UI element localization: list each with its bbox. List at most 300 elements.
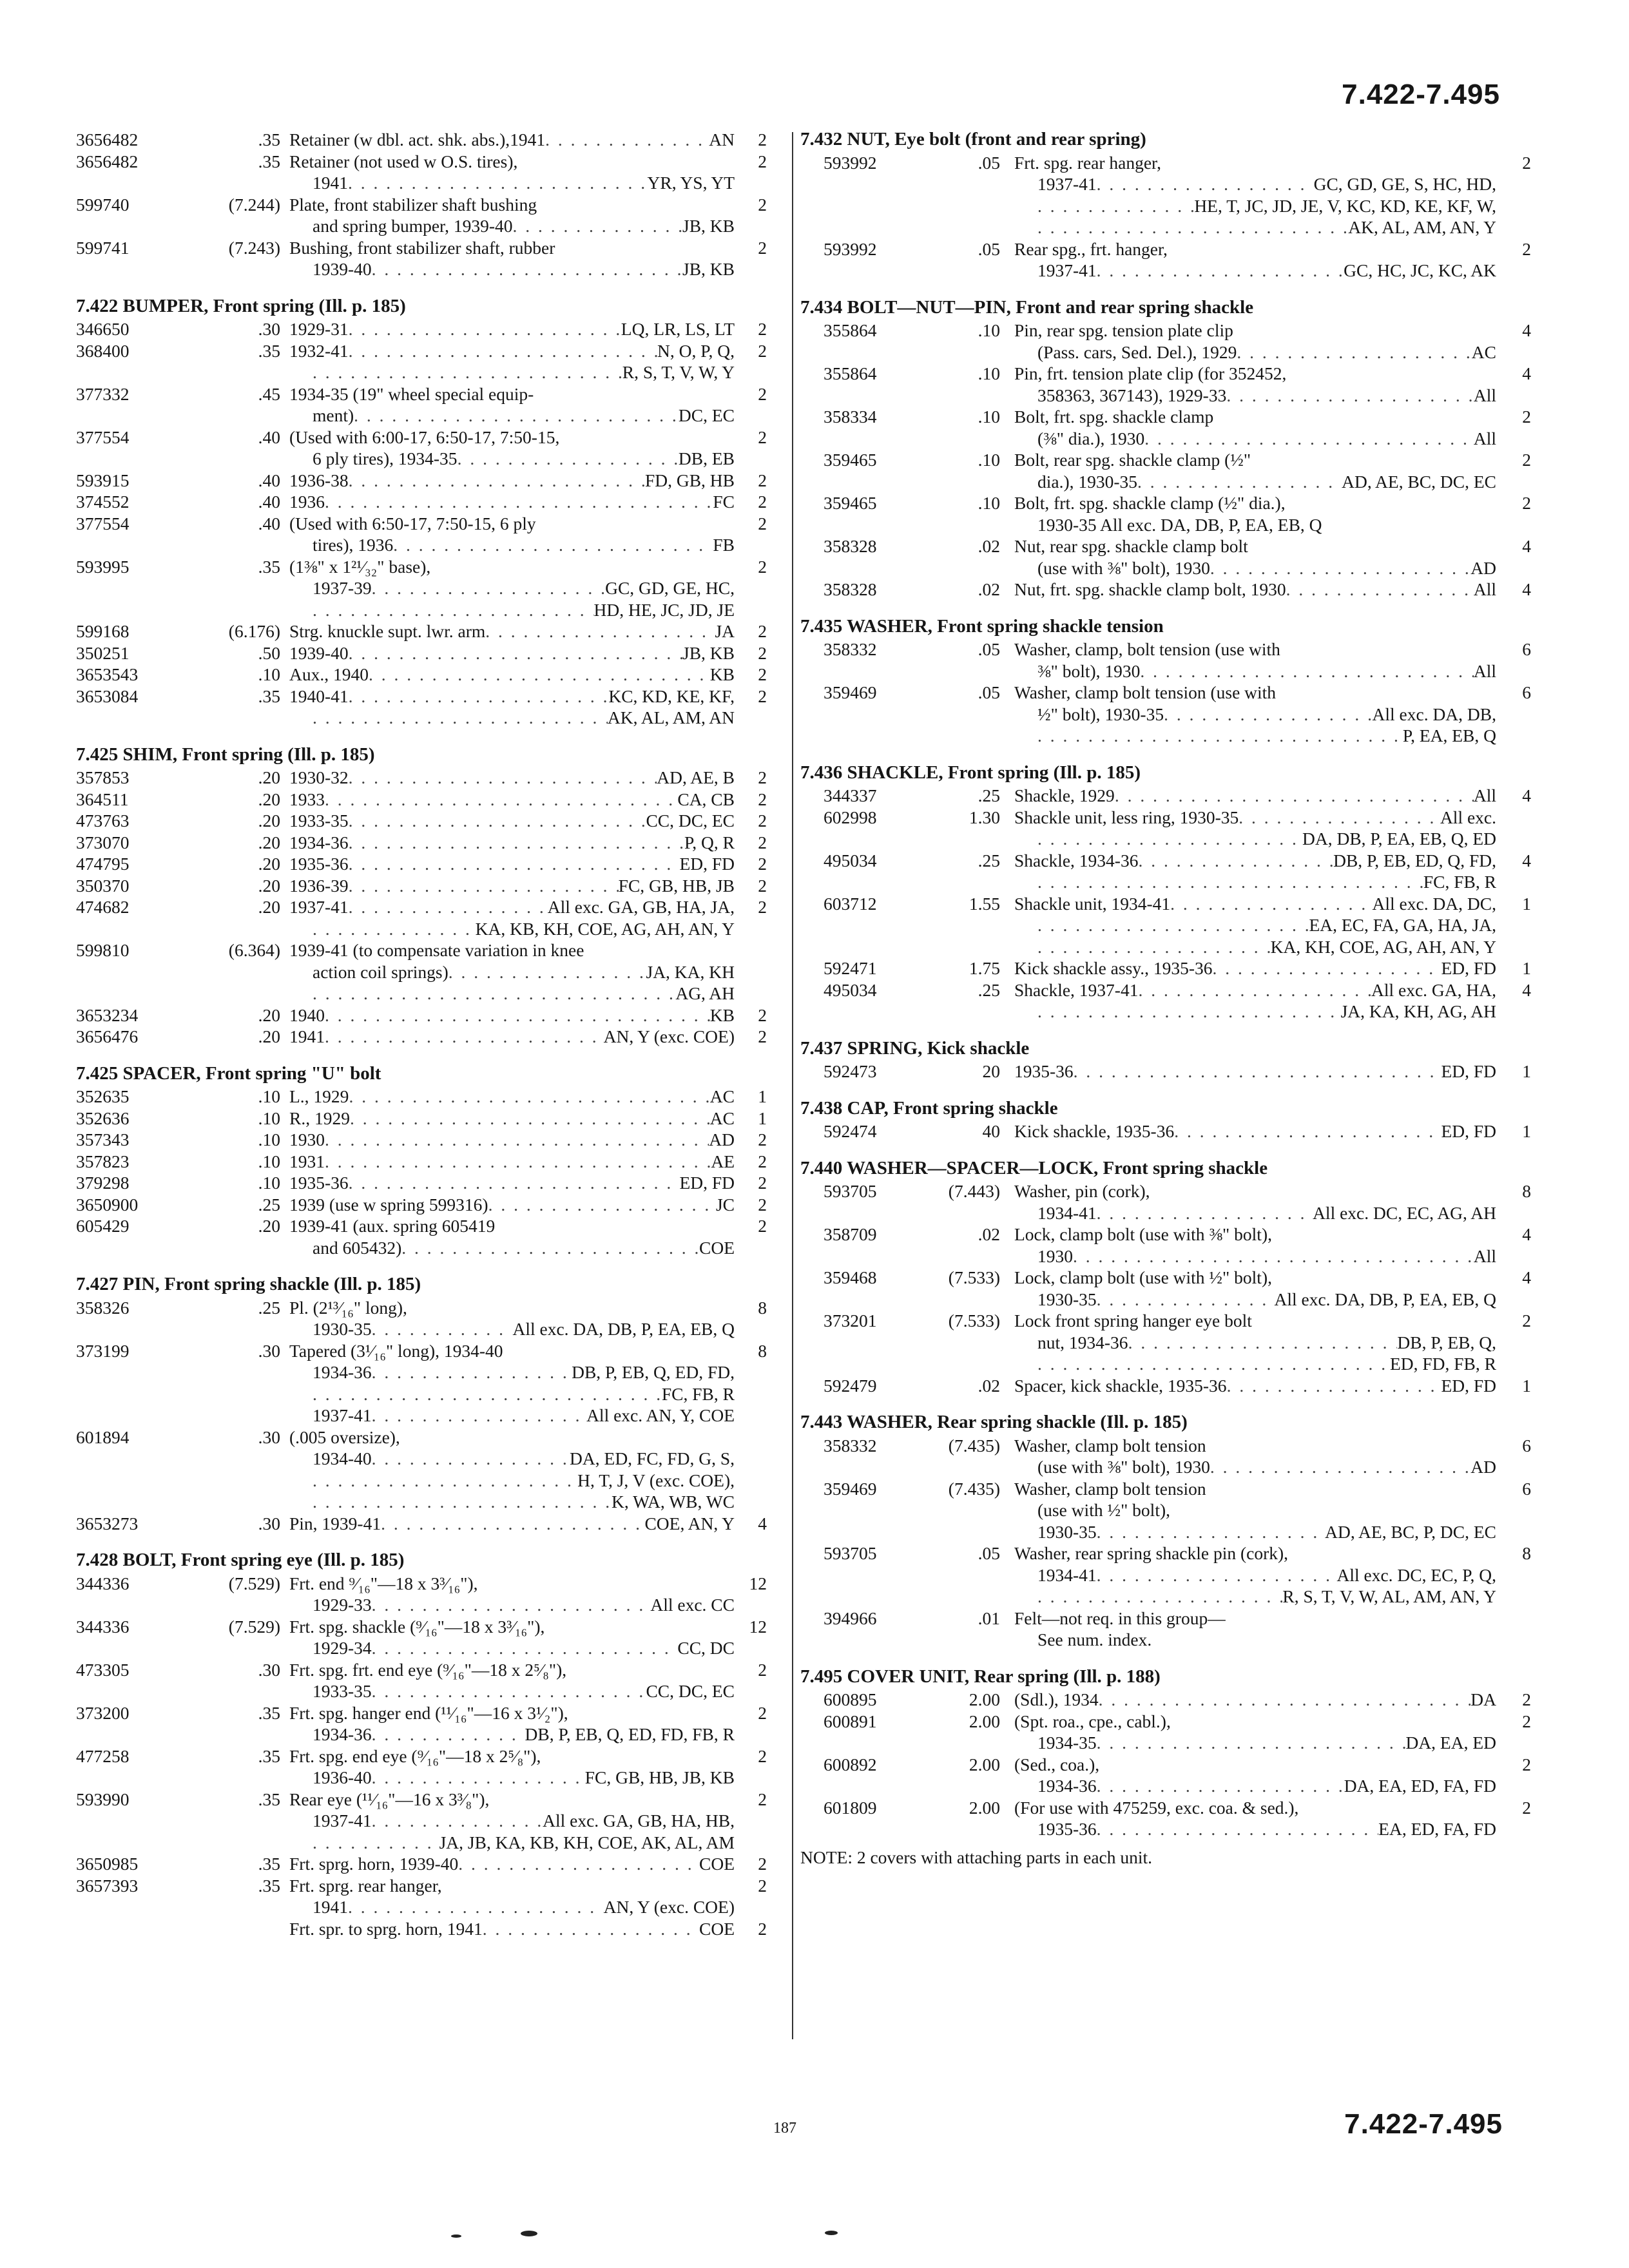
part-number: 605429 — [76, 1216, 130, 1236]
description-line — [1014, 660, 1496, 682]
dot-leader — [372, 1637, 678, 1659]
part-price: (7.533) — [948, 1311, 1000, 1331]
part-description — [289, 1427, 735, 1513]
description-line — [289, 1172, 735, 1194]
model-codes: DA, EA, ED, FA, FD — [1344, 1776, 1496, 1796]
description-line — [289, 939, 735, 961]
description-line — [289, 448, 735, 470]
description-text: 1930-35 — [1037, 1289, 1097, 1309]
dot-leader — [313, 599, 594, 621]
part-price: .30 — [258, 319, 280, 339]
quantity: 4 — [1522, 363, 1531, 383]
part-description — [289, 1297, 735, 1340]
model-codes: FC — [713, 492, 735, 512]
quantity: 2 — [758, 513, 767, 533]
part-description — [289, 129, 735, 151]
part-description — [289, 642, 735, 664]
part-number: 373070 — [76, 832, 130, 852]
description-text: tires), 1936 — [313, 535, 394, 555]
description-line — [289, 258, 735, 280]
part-number: 368400 — [76, 340, 130, 361]
section-title: 7.428 BOLT, Front spring eye (Ill. p. 185) — [76, 1550, 405, 1570]
part-description — [1014, 1435, 1496, 1478]
part-number: 599810 — [76, 940, 130, 960]
section-title: 7.432 NUT, Eye bolt (front and rear spring) — [800, 129, 1146, 149]
description-line — [1014, 1310, 1496, 1332]
part-price: .25 — [978, 979, 1000, 1000]
model-codes: COE — [699, 1237, 735, 1258]
part-description — [289, 1194, 735, 1216]
part-price: .02 — [978, 1375, 1000, 1396]
part-price: 2.00 — [969, 1689, 1000, 1709]
quantity: 2 — [758, 854, 767, 874]
quantity: 4 — [1522, 850, 1531, 870]
model-codes: All — [1473, 1245, 1496, 1266]
description-line — [289, 1361, 735, 1383]
quantity: 2 — [758, 1918, 767, 1939]
description-text: 1939-41 (aux. spring 605419 — [289, 1216, 496, 1236]
model-codes: CC, DC, EC — [646, 1681, 735, 1701]
part-number: 3653234 — [76, 1004, 139, 1025]
part-row — [76, 1875, 767, 1918]
part-description — [1014, 1267, 1496, 1310]
part-price: .35 — [258, 556, 280, 577]
dot-leader — [381, 1513, 644, 1535]
model-codes: FC, GB, HB, JB, KB — [584, 1767, 735, 1787]
model-codes: GC, GD, GE, HC, — [605, 578, 735, 598]
part-description — [289, 1745, 735, 1789]
description-text: Shackle unit, 1934-41 — [1014, 893, 1171, 914]
dot-leader — [1037, 1001, 1341, 1023]
description-line — [289, 1448, 735, 1470]
part-price: (7.533) — [948, 1267, 1000, 1287]
quantity: 2 — [758, 686, 767, 706]
part-description — [289, 318, 735, 340]
part-price: .30 — [258, 1340, 280, 1361]
part-number: 3653084 — [76, 686, 139, 706]
description-line — [1014, 535, 1496, 557]
description-text: (Sdl.), 1934 — [1014, 1689, 1099, 1709]
part-description — [289, 896, 735, 939]
description-text: Shackle, 1929 — [1014, 785, 1115, 805]
model-codes: KB — [709, 664, 735, 684]
dot-leader — [372, 1724, 525, 1745]
model-codes: COE — [699, 1918, 735, 1939]
quantity: 4 — [1522, 320, 1531, 340]
part-number: 3650985 — [76, 1854, 139, 1874]
part-price: .02 — [978, 1224, 1000, 1244]
model-codes: CA, CB — [677, 789, 735, 809]
quantity: 6 — [1522, 1478, 1531, 1499]
dot-leader — [1128, 1332, 1398, 1354]
part-price: .35 — [258, 1789, 280, 1809]
part-description — [289, 383, 735, 427]
dot-leader — [1138, 850, 1333, 872]
part-number: 3653543 — [76, 664, 139, 684]
description-text: 1933-35 — [313, 1681, 372, 1701]
quantity: 12 — [749, 1616, 767, 1637]
model-codes: KB — [709, 1004, 735, 1025]
description-line — [289, 491, 735, 513]
description-line — [289, 1237, 735, 1259]
part-row — [76, 1129, 767, 1151]
description-text: (Used with 6:00-17, 6:50-17, 7:50-15, — [289, 427, 560, 447]
dot-leader — [1037, 914, 1309, 936]
description-line — [1014, 1689, 1496, 1711]
description-text: 1939 (use w spring 599316) — [289, 1194, 488, 1215]
dot-leader — [1037, 936, 1271, 958]
part-price: .35 — [258, 686, 280, 706]
model-codes: All — [1473, 660, 1496, 681]
description-line — [1014, 1289, 1496, 1311]
part-price: .50 — [258, 642, 280, 663]
model-codes: FC, FB, R — [661, 1383, 735, 1404]
dot-leader — [349, 767, 657, 789]
part-description — [1014, 406, 1496, 449]
part-row — [76, 686, 767, 729]
part-row — [800, 807, 1531, 850]
part-row — [800, 535, 1531, 579]
description-text: Lock, clamp bolt (use with ½" bolt), — [1014, 1267, 1272, 1287]
description-text: 6 ply tires), 1934-35 — [313, 448, 458, 468]
description-line — [289, 1086, 735, 1108]
description-text: 1929-34 — [313, 1638, 372, 1658]
model-codes: K, WA, WB, WC — [612, 1492, 735, 1512]
part-number: 601809 — [824, 1797, 877, 1818]
description-line — [1014, 152, 1496, 174]
description-text: 1941 — [313, 1897, 348, 1917]
section-title: 7.438 CAP, Front spring shackle — [800, 1097, 1058, 1119]
part-row — [800, 850, 1531, 893]
description-text: L., 1929 — [289, 1086, 349, 1106]
description-text: 1934-35 (19" wheel special equip- — [289, 383, 534, 404]
part-price: .10 — [258, 1129, 280, 1149]
part-description — [1014, 1797, 1496, 1840]
part-number: 495034 — [824, 850, 877, 870]
section-title: 7.422 BUMPER, Front spring (Ill. p. 185) — [76, 295, 406, 316]
part-row — [76, 151, 767, 194]
part-row — [800, 893, 1531, 958]
model-codes: HD, HE, JC, JD, JE — [593, 599, 735, 620]
description-line — [1014, 1435, 1496, 1457]
part-number: 359469 — [824, 682, 877, 702]
model-codes: JA, JB, KA, KB, KH, COE, AK, AL, AM — [439, 1832, 735, 1852]
description-line — [289, 1680, 735, 1702]
page-number: 187 — [773, 2120, 796, 2137]
dot-leader — [325, 1129, 709, 1151]
dot-leader — [1097, 1521, 1325, 1543]
quantity: 2 — [758, 642, 767, 663]
part-row — [76, 620, 767, 642]
dot-leader — [372, 1361, 572, 1383]
description-text: Pin, 1939-41 — [289, 1513, 381, 1533]
quantity: 2 — [758, 832, 767, 852]
part-price: .30 — [258, 1427, 280, 1447]
description-line — [1014, 1478, 1496, 1500]
model-codes: ED, FD, FB, R — [1389, 1354, 1496, 1374]
quantity: 2 — [758, 875, 767, 896]
description-text: 1936-39 — [289, 875, 349, 896]
description-line — [289, 1129, 735, 1151]
part-price: .30 — [258, 1513, 280, 1533]
description-line — [289, 599, 735, 621]
dot-leader — [349, 470, 645, 492]
description-text: Nut, frt. spg. shackle clamp bolt, 1930 — [1014, 579, 1286, 599]
part-number: 379298 — [76, 1173, 130, 1193]
dot-leader — [372, 1405, 586, 1427]
description-text: 1941 — [313, 173, 348, 193]
quantity: 2 — [758, 1194, 767, 1215]
part-number: 593995 — [76, 556, 130, 577]
print-smudge — [451, 2234, 461, 2238]
part-description — [1014, 579, 1496, 601]
quantity: 2 — [1522, 450, 1531, 470]
description-text: 1937-41 — [313, 1405, 372, 1425]
part-row — [76, 129, 767, 151]
quantity: 2 — [1522, 152, 1531, 173]
description-line — [289, 1767, 735, 1789]
description-line — [289, 1637, 735, 1659]
part-price: .02 — [978, 579, 1000, 599]
model-codes: All exc. DA, DC, — [1372, 893, 1496, 914]
description-line — [289, 577, 735, 599]
description-line — [1014, 979, 1496, 1001]
description-line — [289, 1383, 735, 1405]
quantity: 4 — [1522, 579, 1531, 599]
part-price: .10 — [258, 1173, 280, 1193]
description-line — [289, 1340, 735, 1362]
description-line — [1014, 341, 1496, 363]
description-line — [1014, 428, 1496, 450]
model-codes: COE, AN, Y — [644, 1513, 735, 1533]
model-codes: ED, FD — [1441, 1375, 1496, 1396]
part-number: 359469 — [824, 1478, 877, 1499]
part-description — [289, 1875, 735, 1918]
model-codes: AD — [1470, 1457, 1496, 1477]
dot-leader — [483, 1918, 699, 1940]
description-line — [289, 1108, 735, 1129]
description-line — [1014, 320, 1496, 341]
dot-leader — [1097, 1289, 1275, 1311]
quantity: 2 — [758, 1173, 767, 1193]
dot-leader — [1073, 1245, 1474, 1267]
quantity: 2 — [758, 1026, 767, 1046]
part-row — [76, 340, 767, 383]
part-price: .10 — [978, 363, 1000, 383]
model-codes: DC, EC — [678, 405, 735, 425]
part-number: 3656482 — [76, 130, 139, 149]
description-line — [289, 767, 735, 789]
description-text: Kick shackle assy., 1935-36 — [1014, 958, 1213, 978]
part-row — [76, 513, 767, 556]
description-line — [289, 707, 735, 729]
model-codes: All — [1473, 385, 1496, 405]
part-price: .35 — [258, 151, 280, 171]
model-codes: KA, KH, COE, AG, AH, AN, Y — [1270, 936, 1496, 957]
part-number: 600895 — [824, 1689, 877, 1709]
description-text: Bolt, rear spg. shackle clamp (½" — [1014, 450, 1251, 470]
model-codes: AK, AL, AM, AN, Y — [1348, 217, 1496, 237]
quantity: 8 — [1522, 1181, 1531, 1201]
description-line — [1014, 238, 1496, 260]
part-description — [1014, 1478, 1496, 1543]
part-number: 603712 — [824, 893, 877, 914]
description-text: Washer, clamp bolt tension — [1014, 1478, 1206, 1499]
description-line — [1014, 514, 1496, 536]
dot-leader — [372, 1680, 646, 1702]
part-price: 1.55 — [969, 893, 1000, 914]
description-text: 1929-31 — [289, 319, 349, 339]
description-line — [289, 318, 735, 340]
description-text: and 605432) — [313, 1237, 402, 1258]
part-price: .10 — [978, 320, 1000, 340]
part-description — [289, 1918, 735, 1940]
part-number: 599740 — [76, 194, 130, 215]
quantity: 2 — [758, 1129, 767, 1149]
part-number: 3656476 — [76, 1026, 139, 1046]
part-row — [76, 1215, 767, 1258]
dot-leader — [372, 258, 682, 280]
description-text: Strg. knuckle supt. lwr. arm — [289, 621, 486, 641]
part-description — [1014, 492, 1496, 535]
model-codes: DA, EA, ED — [1405, 1733, 1496, 1753]
description-text: Tapered (3¹⁄₁₆" long), 1934-40 — [289, 1340, 503, 1361]
part-number: 355864 — [824, 363, 877, 383]
description-line — [1014, 471, 1496, 493]
part-description — [289, 427, 735, 470]
description-text: Shackle, 1934-36 — [1014, 850, 1139, 870]
part-description — [289, 151, 735, 194]
description-line — [1014, 725, 1496, 747]
dot-leader — [349, 810, 646, 832]
part-row — [800, 1310, 1531, 1375]
model-codes: AD — [709, 1129, 735, 1149]
part-row — [800, 492, 1531, 535]
description-text: R., 1929 — [289, 1108, 350, 1128]
part-price: .40 — [258, 427, 280, 447]
dot-leader — [1097, 1775, 1344, 1797]
model-codes: KC, KD, KE, KF, — [608, 686, 735, 706]
part-price: .30 — [258, 1659, 280, 1680]
model-codes: ED, FD — [1441, 1121, 1496, 1141]
description-text: 1941 — [289, 1026, 325, 1046]
description-line — [289, 383, 735, 405]
part-number: 394966 — [824, 1608, 877, 1628]
part-description — [289, 939, 735, 1004]
part-number: 358326 — [76, 1297, 130, 1318]
description-line — [1014, 1732, 1496, 1754]
model-codes: EA, ED, FA, FD — [1378, 1819, 1496, 1839]
model-codes: DB, P, EB, Q, — [1397, 1332, 1496, 1352]
print-smudge — [825, 2231, 838, 2235]
description-line — [289, 556, 735, 578]
description-line — [1014, 406, 1496, 428]
section-title: 7.434 BOLT—NUT—PIN, Front and rear spring shackle — [800, 296, 1254, 318]
dot-leader — [349, 832, 684, 854]
description-text: 1935-36 — [289, 854, 349, 874]
part-row — [76, 664, 767, 686]
description-line — [289, 896, 735, 918]
section-title: 7.443 WASHER, Rear spring shackle (Ill. p. 185) — [800, 1412, 1188, 1432]
part-number: 358328 — [824, 536, 877, 556]
description-line — [289, 1026, 735, 1048]
part-description — [289, 340, 735, 383]
model-codes: JA, KA, KH — [646, 961, 735, 982]
description-line — [1014, 1521, 1496, 1543]
part-price: 40 — [982, 1121, 1000, 1141]
description-text: Washer, clamp bolt tension (use with — [1014, 682, 1277, 702]
model-codes: All exc. — [1440, 807, 1496, 827]
model-codes: DA, DB, P, EA, EB, Q, ED — [1302, 829, 1496, 849]
model-codes: N, O, P, Q, — [657, 340, 735, 361]
dot-leader — [348, 1896, 604, 1918]
quantity: 2 — [1522, 407, 1531, 427]
description-text: (.005 oversize), — [289, 1427, 400, 1447]
description-line — [1014, 1564, 1496, 1586]
part-description — [1014, 957, 1496, 979]
part-price: (6.176) — [228, 621, 280, 641]
part-description — [1014, 1180, 1496, 1224]
part-number: 592473 — [824, 1061, 877, 1081]
description-text: 1936-40 — [313, 1767, 372, 1787]
description-line — [289, 1875, 735, 1897]
part-description — [289, 789, 735, 811]
model-codes: COE — [699, 1854, 735, 1874]
description-text: 358363, 367143), 1929-33 — [1037, 385, 1227, 405]
quantity: 2 — [758, 470, 767, 490]
dot-leader — [1286, 579, 1474, 601]
part-description — [1014, 363, 1496, 406]
dot-leader — [372, 1448, 570, 1470]
part-number: 350251 — [76, 642, 130, 663]
description-line — [289, 1724, 735, 1745]
model-codes: ED, FD — [1441, 1061, 1496, 1081]
description-line — [1014, 1499, 1496, 1521]
part-row — [800, 1797, 1531, 1840]
model-codes: All exc. DA, DB, P, EA, EB, Q — [512, 1319, 735, 1339]
part-row — [76, 383, 767, 427]
part-description — [1014, 979, 1496, 1023]
description-text: (use with ⅜" bolt), 1930 — [1037, 1457, 1210, 1477]
description-line — [1014, 1586, 1496, 1608]
model-codes: All — [1473, 579, 1496, 599]
description-line — [1014, 828, 1496, 850]
description-line — [1014, 1375, 1496, 1397]
dot-leader — [313, 1832, 439, 1854]
description-text: (⅜" dia.), 1930 — [1037, 428, 1145, 448]
part-number: 377554 — [76, 427, 130, 447]
part-description — [1014, 1120, 1496, 1142]
part-description — [289, 1340, 735, 1427]
part-number: 344336 — [76, 1616, 130, 1637]
part-row — [800, 238, 1531, 282]
description-line — [1014, 1456, 1496, 1478]
description-line — [289, 340, 735, 362]
description-line — [1014, 1629, 1496, 1651]
part-description — [289, 513, 735, 556]
description-text: Washer, clamp bolt tension — [1014, 1435, 1206, 1456]
dot-leader — [1210, 1456, 1470, 1478]
description-line — [289, 664, 735, 686]
description-line — [1014, 1353, 1496, 1375]
quantity: 12 — [749, 1573, 767, 1593]
part-description — [289, 1573, 735, 1616]
part-description — [289, 1789, 735, 1854]
description-text: (Sed., coa.), — [1014, 1754, 1100, 1774]
description-line — [289, 1810, 735, 1832]
description-text: 1937-41 — [1037, 260, 1097, 280]
part-price: .10 — [258, 664, 280, 684]
